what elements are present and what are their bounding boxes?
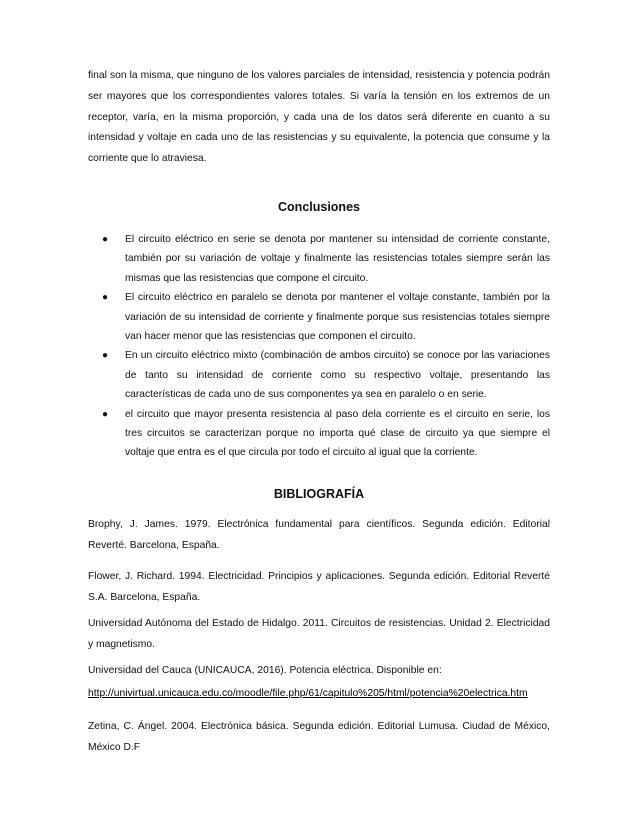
bullet-icon: ●	[102, 350, 109, 362]
bullet-icon: ●	[102, 292, 109, 304]
bibliography-entry: Universidad Autónoma del Estado de Hidalgo. 2011. Circuitos de resistencias. Unidad 2. Electricidad y magnetismo.	[88, 618, 550, 650]
bibliography-link[interactable]: http://univirtual.unicauca.edu.co/moodle/file.php/61/capitulo%205/html/potencia%20electrica.htm	[88, 688, 528, 699]
bullet-icon: ●	[102, 408, 109, 420]
conclusion-text: El circuito eléctrico en serie se denota por mantener su intensidad de corriente constante, también por su variación de voltaje y finalmente las resistencias totales siempre serán las mismas que las resistencias que compone el circuito.	[125, 234, 550, 284]
conclusion-text: el circuito que mayor presenta resistencia al paso dela corriente es el circuito en serie, los tres circuitos se caracterizan porque no importa qué clase de circuito ya que siempre el voltaje que entra es el que circula por todo el circuito al igual que la corriente.	[125, 408, 550, 459]
conclusions-list	[88, 230, 550, 463]
conclusion-item	[88, 405, 550, 463]
bibliography-entry: Universidad del Cauca (UNICAUCA, 2016). Potencia eléctrica. Disponible en:	[88, 665, 442, 676]
conclusion-item	[88, 230, 550, 288]
conclusions-heading: Conclusiones	[278, 200, 360, 214]
conclusion-text: En un circuito eléctrico mixto (combinación de ambos circuito) se conoce por las variaciones de tanto su intensidad de corriente como su respectivo voltaje, presentando las características de cada uno de sus componentes ya sea en paralelo o en serie.	[125, 350, 550, 401]
bibliography-entry: Zetina, C. Ángel. 2004. Electrónica básica. Segunda edición. Editorial Lumusa. Ciudad de México, México D.F	[88, 721, 550, 753]
bibliography-heading: BIBLIOGRAFÍA	[273, 487, 365, 501]
conclusion-item	[88, 346, 550, 404]
bullet-icon: ●	[102, 234, 109, 245]
intro-paragraph: final son la misma, que ninguno de los valores parciales de intensidad, resistencia y potencia podrán ser mayores que los correspondientes valores totales. Si varía la tensión en los extremos de un receptor, varía, en la misma proporción, y cada una de los datos será diferente en cuanto a su intensidad y voltaje en cada uno de las resistencias y su equivalente, la potencia que consume y la corriente que lo atraviesa.	[88, 70, 550, 165]
conclusion-text: El circuito eléctrico en paralelo se denota por mantener el voltaje constante, también por la variación de su intensidad de corriente y finalmente porque sus resistencias totales siempre van hacer menor que las resistencias que componen el circuito.	[125, 292, 550, 343]
bibliography-entry: Flower, J. Richard. 1994. Electricidad. Principios y aplicaciones. Segunda edición. Editorial Reverté S.A. Barcelona, España.	[88, 571, 550, 603]
conclusion-item	[88, 288, 550, 346]
bibliography-entry: Brophy, J. James. 1979. Electrónica fundamental para científicos. Segunda edición. Editorial Reverté. Barcelona, España.	[88, 519, 550, 551]
